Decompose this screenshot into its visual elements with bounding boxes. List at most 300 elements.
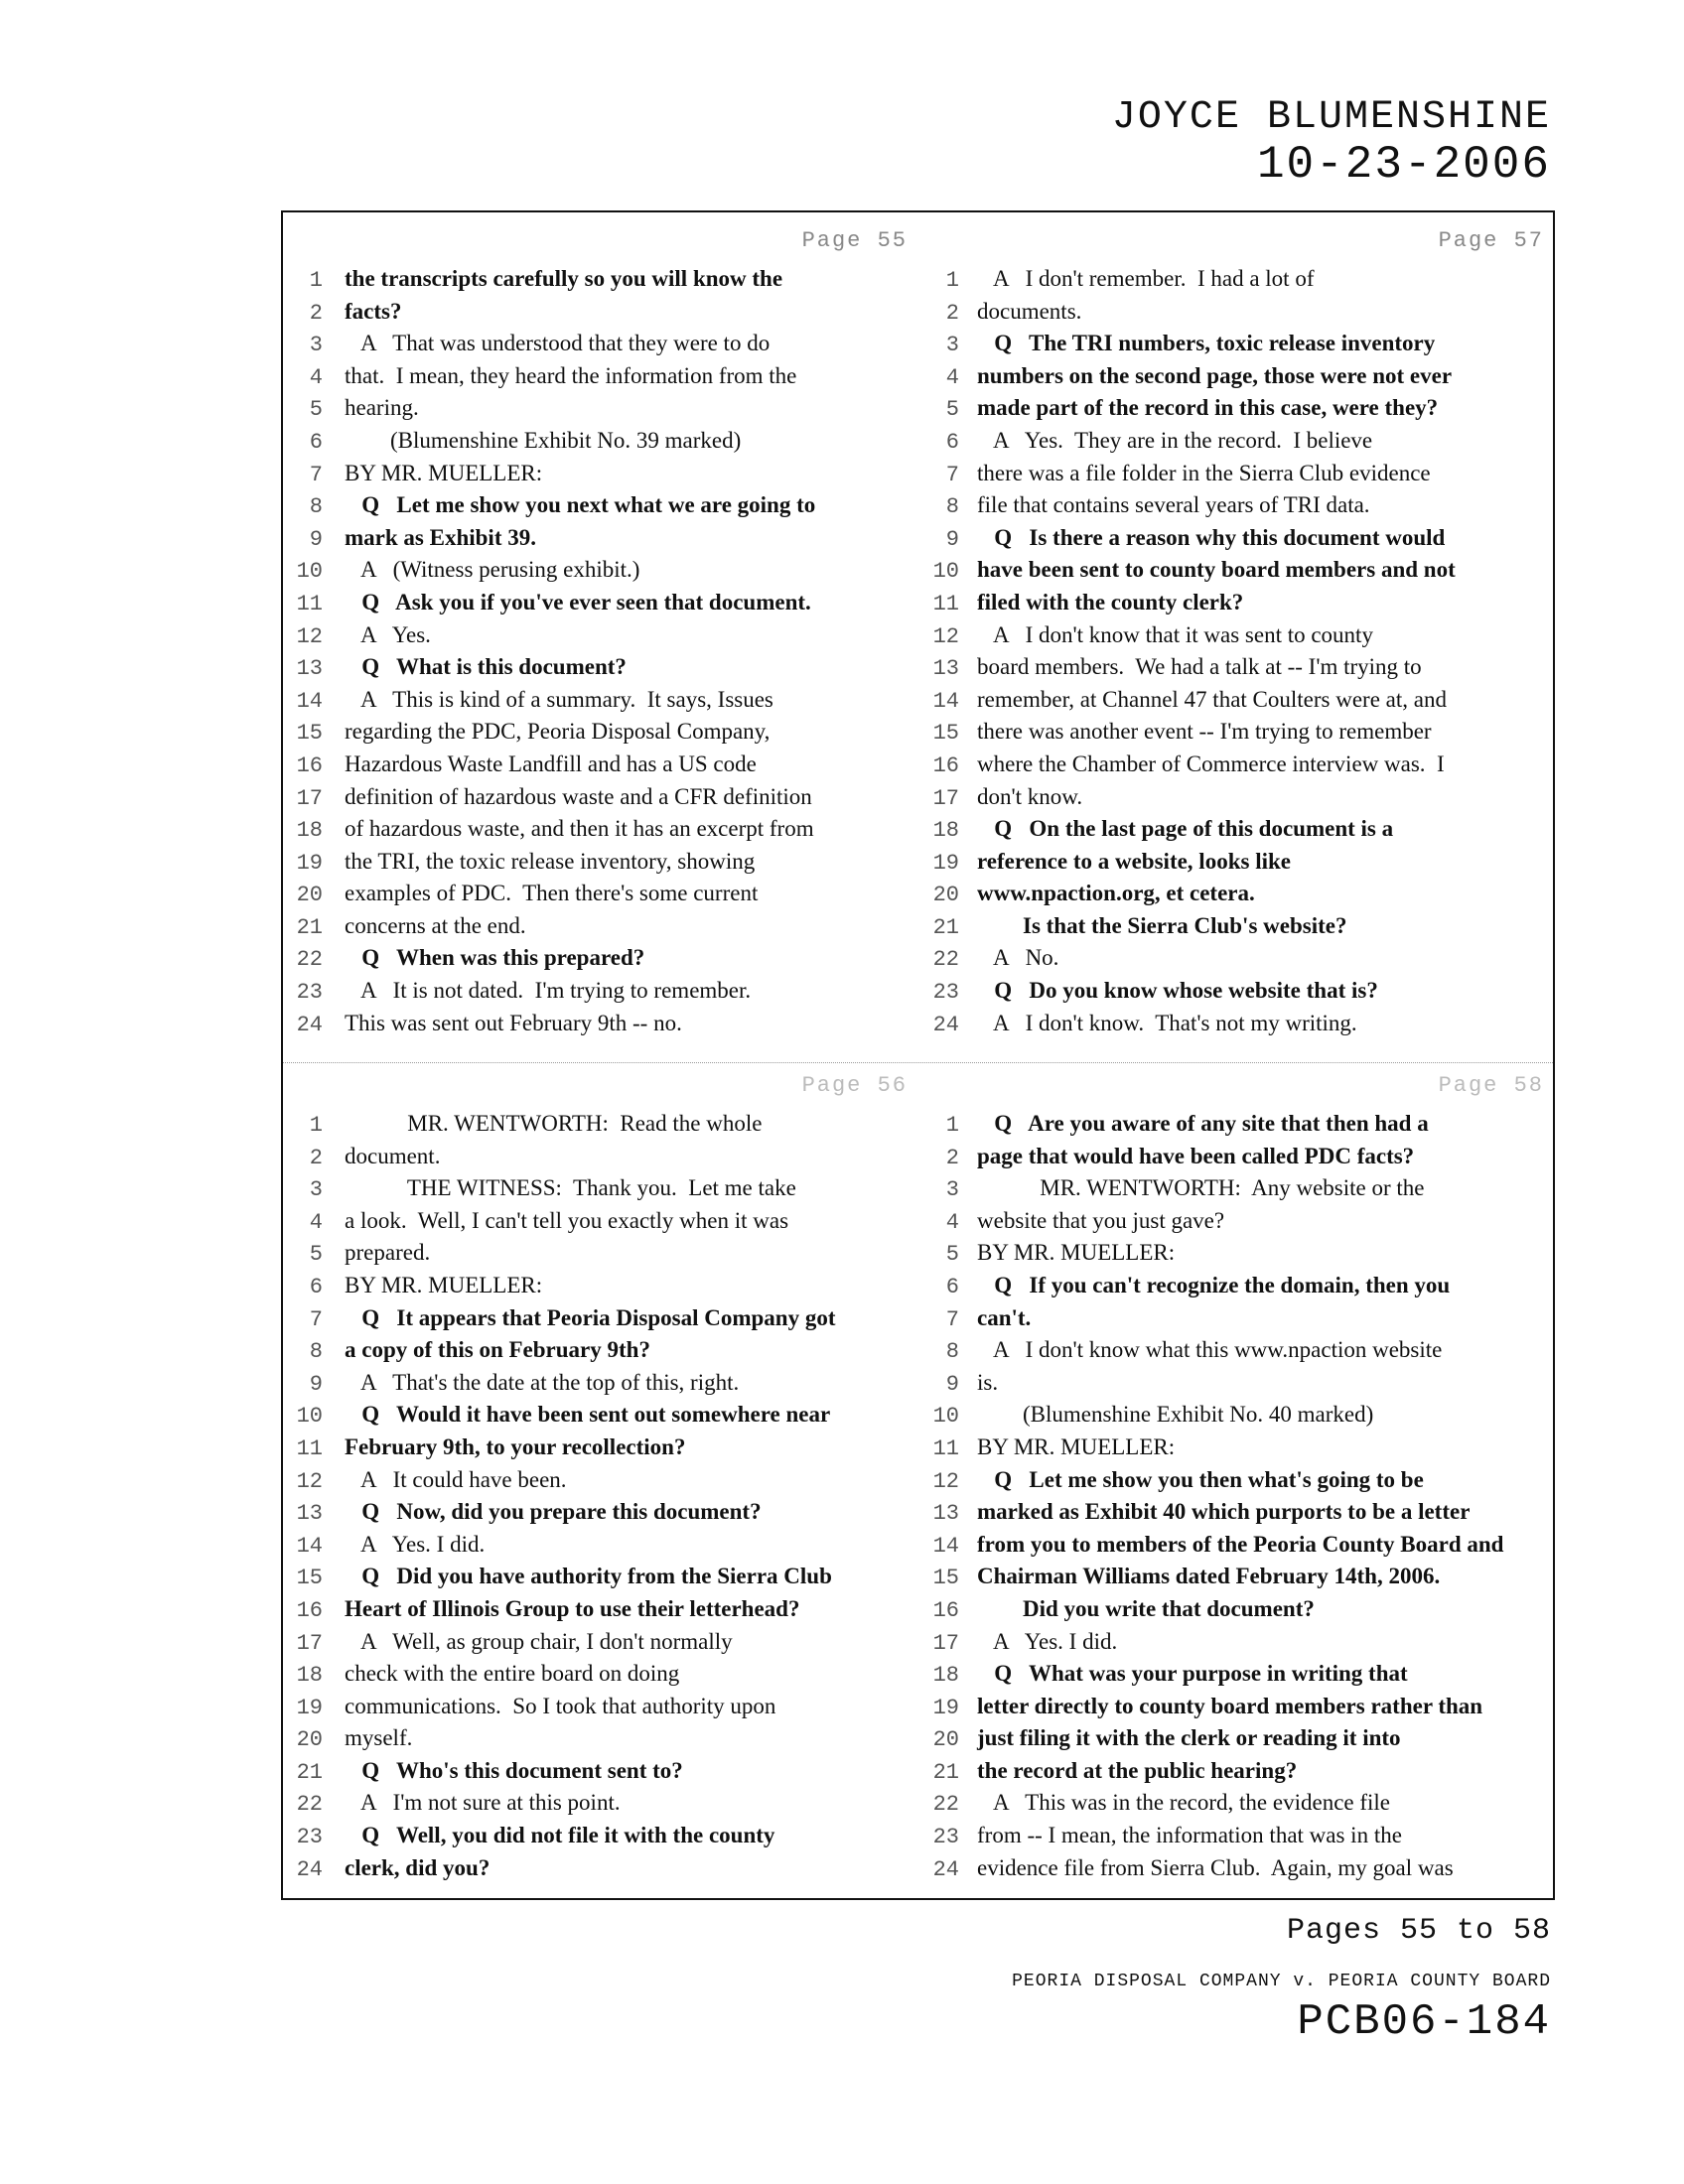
line-number: 23 (932, 1825, 959, 1850)
line-text: A Yes. They are in the record. I believe (977, 427, 1373, 453)
line-number: 4 (309, 364, 323, 390)
line-text: A No. (977, 945, 1059, 971)
line-number: 20 (296, 883, 323, 908)
line-number: 14 (932, 688, 959, 714)
line-number: 19 (932, 850, 959, 876)
docket-number: PCB06-184 (1297, 1997, 1551, 2047)
line-text: (Blumenshine Exhibit No. 39 marked) (345, 427, 742, 453)
line-text: prepared. (345, 1240, 431, 1266)
transcript-line (283, 976, 919, 1009)
line-number: 9 (309, 1371, 323, 1397)
line-text: BY MR. MUELLER: (977, 1433, 1176, 1459)
transcript-line (283, 588, 919, 620)
line-number: 6 (309, 1274, 323, 1299)
line-number: 1 (309, 1113, 323, 1138)
line-text: Hazardous Waste Landfill and has a US code (345, 751, 757, 776)
line-text: from you to members of the Peoria County Board and (977, 1531, 1504, 1557)
transcript-line (283, 1821, 919, 1853)
line-text: numbers on the second page, those were not ever (977, 362, 1453, 388)
line-text: the record at the public hearing? (977, 1757, 1298, 1783)
transcript-line (283, 1788, 919, 1821)
transcript-line (919, 1756, 1556, 1789)
line-number: 11 (296, 1435, 323, 1461)
line-number: 1 (945, 1113, 959, 1138)
line-text: Q When was this prepared? (345, 945, 645, 971)
line-text: A This was in the record, the evidence file (977, 1790, 1391, 1816)
line-text: A It is not dated. I'm trying to remember. (345, 978, 752, 1004)
line-text: Q What is this document? (345, 654, 627, 680)
line-number: 18 (296, 818, 323, 844)
line-number: 2 (945, 300, 959, 326)
line-text: a copy of this on February 9th? (345, 1337, 650, 1363)
line-number: 23 (932, 980, 959, 1006)
line-text: A Yes. (345, 621, 431, 647)
line-text: that. I mean, they heard the information from the (345, 362, 797, 388)
line-text: definition of hazardous waste and a CFR definition (345, 783, 812, 809)
line-text: Chairman Williams dated February 14th, 2006. (977, 1564, 1441, 1589)
transcript-line (919, 620, 1556, 653)
transcript-line (283, 1756, 919, 1789)
transcript-line (919, 750, 1556, 782)
line-number: 7 (945, 1306, 959, 1332)
line-number: 13 (296, 1501, 323, 1527)
line-text: myself. (345, 1725, 413, 1751)
transcript-line (283, 1853, 919, 1886)
line-text: Q Let me show you next what we are going to (345, 492, 816, 518)
line-text: concerns at the end. (345, 912, 526, 938)
transcript-line (283, 750, 919, 782)
line-text: page that would have been called PDC facts? (977, 1143, 1415, 1168)
line-number: 5 (309, 1242, 323, 1268)
transcript-line (283, 911, 919, 944)
line-number: 24 (296, 1856, 323, 1882)
line-number: 11 (932, 591, 959, 616)
line-text: the transcripts carefully so you will know the (345, 266, 783, 291)
line-number: 3 (945, 1177, 959, 1203)
line-text: of hazardous waste, and then it has an excerpt from (345, 816, 814, 842)
transcript-line (919, 1853, 1556, 1886)
line-text: This was sent out February 9th -- no. (345, 1010, 682, 1035)
transcript-line (283, 1530, 919, 1563)
line-number: 21 (932, 1759, 959, 1785)
line-number: 18 (932, 1663, 959, 1689)
transcript-line (919, 879, 1556, 911)
line-number: 23 (296, 980, 323, 1006)
line-number: 13 (932, 1501, 959, 1527)
transcript-line (919, 1368, 1556, 1401)
transcript-line (283, 1465, 919, 1498)
line-text: MR. WENTWORTH: Any website or the (977, 1175, 1425, 1201)
transcript-line (283, 879, 919, 911)
transcript-line (283, 1238, 919, 1271)
line-number: 4 (945, 364, 959, 390)
line-text: file that contains several years of TRI data. (977, 492, 1370, 518)
line-text: is. (977, 1369, 999, 1395)
line-number: 16 (932, 752, 959, 778)
line-number: 6 (945, 1274, 959, 1299)
line-text: BY MR. MUELLER: (345, 460, 543, 485)
transcript-line (283, 555, 919, 588)
transcript-line (919, 782, 1556, 815)
line-text: www.npaction.org, et cetera. (977, 881, 1255, 906)
transcript-line (283, 685, 919, 718)
transcript-line (919, 426, 1556, 459)
line-number: 23 (296, 1825, 323, 1850)
line-number: 5 (309, 397, 323, 423)
line-text: facts? (345, 298, 402, 324)
line-number: 3 (309, 1177, 323, 1203)
transcript-line (919, 459, 1556, 491)
transcript-line (283, 361, 919, 394)
transcript-line (919, 1009, 1556, 1041)
transcript-line (283, 814, 919, 847)
transcript-line (283, 426, 919, 459)
transcript-line (283, 1009, 919, 1041)
line-text: there was a file folder in the Sierra Club evidence (977, 460, 1431, 485)
line-number: 5 (945, 397, 959, 423)
transcript-line (919, 1821, 1556, 1853)
line-number: 9 (945, 526, 959, 552)
line-number: 2 (945, 1145, 959, 1170)
transcript-line (919, 911, 1556, 944)
line-text: check with the entire board on doing (345, 1661, 680, 1687)
line-number: 12 (296, 623, 323, 649)
transcript-line (283, 490, 919, 523)
transcript-line (283, 1271, 919, 1303)
transcript-line (283, 1368, 919, 1401)
transcript-line (919, 1433, 1556, 1465)
page-lines (283, 264, 919, 1040)
line-text: filed with the county clerk? (977, 589, 1244, 614)
transcript-line (919, 555, 1556, 588)
line-text: Q Is there a reason why this document would (977, 524, 1446, 550)
line-text: Q Ask you if you've ever seen that document. (345, 589, 811, 614)
line-text: communications. So I took that authority upon (345, 1693, 776, 1718)
line-number: 7 (945, 462, 959, 487)
line-number: 10 (296, 559, 323, 585)
line-number: 18 (932, 818, 959, 844)
transcript-line (283, 297, 919, 330)
line-number: 8 (945, 494, 959, 520)
line-text: hearing. (345, 395, 419, 421)
line-text: examples of PDC. Then there's some current (345, 881, 759, 906)
transcript-line (283, 1692, 919, 1724)
line-text: marked as Exhibit 40 which purports to be a letter (977, 1499, 1471, 1525)
line-number: 13 (296, 656, 323, 682)
transcript-line (283, 1400, 919, 1433)
transcript-line (919, 329, 1556, 361)
line-number: 8 (309, 1339, 323, 1365)
line-number: 9 (309, 526, 323, 552)
transcript-page-56 (283, 1057, 919, 1902)
transcript-line (919, 1692, 1556, 1724)
transcript-line (283, 620, 919, 653)
line-number: 24 (932, 1012, 959, 1037)
transcript-line (283, 1723, 919, 1756)
line-number: 14 (296, 688, 323, 714)
line-text: board members. We had a talk at -- I'm trying to (977, 654, 1422, 680)
transcript-line (283, 1142, 919, 1174)
line-number: 9 (945, 1371, 959, 1397)
line-text: Q Let me show you then what's going to be (977, 1466, 1424, 1492)
line-number: 12 (932, 1468, 959, 1494)
line-text: from -- I mean, the information that was in the (977, 1823, 1402, 1848)
transcript-line (283, 1109, 919, 1142)
transcript-line (283, 652, 919, 685)
transcript-line (919, 1400, 1556, 1433)
transcript-line (283, 1173, 919, 1206)
line-number: 20 (296, 1727, 323, 1753)
transcript-line (919, 1627, 1556, 1660)
transcript-line (283, 459, 919, 491)
line-number: 19 (932, 1695, 959, 1720)
line-text: Q What was your purpose in writing that (977, 1661, 1408, 1687)
line-number: 17 (296, 1630, 323, 1656)
line-number: 15 (296, 721, 323, 747)
line-text: Q It appears that Peoria Disposal Company got (345, 1304, 836, 1330)
line-text: don't know. (977, 783, 1083, 809)
line-text: A Well, as group chair, I don't normally (345, 1628, 733, 1654)
line-text: A That was understood that they were to do (345, 331, 771, 356)
line-text: A This is kind of a summary. It says, Issues (345, 686, 773, 712)
line-number: 11 (296, 591, 323, 616)
line-text: Q If you can't recognize the domain, then you (977, 1272, 1451, 1297)
line-number: 17 (932, 1630, 959, 1656)
transcript-line (283, 523, 919, 556)
line-number: 15 (932, 721, 959, 747)
line-text: letter directly to county board members rather than (977, 1693, 1483, 1718)
page-range: Pages 55 to 58 (1286, 1914, 1551, 1948)
transcript-line (919, 588, 1556, 620)
case-title: PEORIA DISPOSAL COMPANY v. PEORIA COUNTY BOARD (1012, 1972, 1551, 1991)
transcript-line (919, 523, 1556, 556)
transcript-line (919, 1723, 1556, 1756)
line-text: remember, at Channel 47 that Coulters were at, and (977, 686, 1447, 712)
line-number: 22 (296, 1792, 323, 1818)
line-text: A I don't know what this www.npaction website (977, 1337, 1443, 1363)
line-number: 15 (932, 1566, 959, 1591)
line-text: A Yes. I did. (977, 1628, 1118, 1654)
line-number: 7 (309, 1306, 323, 1332)
line-text: A I don't remember. I had a lot of (977, 266, 1315, 291)
line-number: 17 (932, 785, 959, 811)
transcript-line (919, 393, 1556, 426)
line-text: clerk, did you? (345, 1854, 491, 1880)
line-number: 6 (945, 429, 959, 455)
line-text: A I don't know. That's not my writing. (977, 1010, 1357, 1035)
line-number: 3 (945, 333, 959, 358)
transcript-line (919, 814, 1556, 847)
line-text: Q The TRI numbers, toxic release inventory (977, 331, 1436, 356)
transcript-line (283, 1594, 919, 1627)
line-text: MR. WENTWORTH: Read the whole (345, 1111, 763, 1136)
transcript-line (919, 1109, 1556, 1142)
line-number: 19 (296, 850, 323, 876)
line-number: 7 (309, 462, 323, 487)
page-lines (919, 264, 1556, 1040)
page-label: Page 57 (1438, 228, 1544, 253)
line-number: 21 (296, 914, 323, 940)
line-text: just filing it with the clerk or reading it into (977, 1725, 1401, 1751)
transcript-line (919, 1206, 1556, 1239)
line-number: 16 (296, 1597, 323, 1623)
transcript-line (919, 1303, 1556, 1336)
transcript-page-58 (919, 1057, 1556, 1902)
transcript-line (283, 943, 919, 976)
line-number: 16 (932, 1597, 959, 1623)
line-text: Q On the last page of this document is a (977, 816, 1394, 842)
transcript-line (919, 685, 1556, 718)
line-text: Q Now, did you prepare this document? (345, 1499, 762, 1525)
transcript-line (283, 329, 919, 361)
line-text: Did you write that document? (977, 1595, 1315, 1621)
line-text: can't. (977, 1304, 1032, 1330)
line-number: 18 (296, 1663, 323, 1689)
line-number: 22 (932, 947, 959, 973)
page-label: Page 55 (801, 228, 908, 253)
transcript-line (919, 652, 1556, 685)
transcript-line (919, 490, 1556, 523)
line-number: 8 (309, 494, 323, 520)
line-text: Q Well, you did not file it with the county (345, 1823, 775, 1848)
transcript-line (283, 1627, 919, 1660)
line-number: 14 (296, 1533, 323, 1559)
transcript-line (919, 943, 1556, 976)
line-text: a look. Well, I can't tell you exactly when it was (345, 1207, 789, 1233)
transcript-line (919, 1497, 1556, 1530)
transcript-box (281, 210, 1555, 1900)
line-text: evidence file from Sierra Club. Again, my goal was (977, 1854, 1454, 1880)
line-text: Q Are you aware of any site that then had a (977, 1111, 1429, 1136)
transcript-line (283, 1497, 919, 1530)
line-text: reference to a website, looks like (977, 848, 1291, 874)
line-number: 24 (932, 1856, 959, 1882)
transcript-line (919, 1530, 1556, 1563)
page-lines (283, 1109, 919, 1885)
line-number: 4 (309, 1209, 323, 1235)
transcript-line (919, 976, 1556, 1009)
line-text: A Yes. I did. (345, 1531, 486, 1557)
page-label: Page 58 (1438, 1073, 1544, 1098)
line-text: have been sent to county board members and not (977, 557, 1456, 583)
line-text: BY MR. MUELLER: (977, 1240, 1176, 1266)
line-number: 17 (296, 785, 323, 811)
transcript-page-55 (283, 212, 919, 1057)
deposition-date: 10-23-2006 (1256, 139, 1551, 191)
line-number: 21 (932, 914, 959, 940)
line-number: 10 (932, 1404, 959, 1430)
transcript-line (283, 847, 919, 880)
line-text: there was another event -- I'm trying to remember (977, 719, 1432, 745)
line-text: A It could have been. (345, 1466, 567, 1492)
line-number: 4 (945, 1209, 959, 1235)
line-number: 21 (296, 1759, 323, 1785)
line-text: made part of the record in this case, were they? (977, 395, 1439, 421)
line-text: Is that the Sierra Club's website? (977, 912, 1347, 938)
line-text: the TRI, the toxic release inventory, showing (345, 848, 756, 874)
line-number: 11 (932, 1435, 959, 1461)
page-label: Page 56 (801, 1073, 908, 1098)
line-text: Q Who's this document sent to? (345, 1757, 683, 1783)
line-number: 8 (945, 1339, 959, 1365)
line-number: 1 (309, 268, 323, 293)
transcript-line (919, 297, 1556, 330)
transcript-line (919, 717, 1556, 750)
transcript-line (283, 264, 919, 297)
line-number: 10 (932, 559, 959, 585)
transcript-line (283, 1433, 919, 1465)
line-number: 12 (932, 623, 959, 649)
transcript-line (919, 847, 1556, 880)
transcript-line (919, 361, 1556, 394)
line-text: BY MR. MUELLER: (345, 1272, 543, 1297)
line-text: where the Chamber of Commerce interview was. I (977, 751, 1445, 776)
line-text: (Blumenshine Exhibit No. 40 marked) (977, 1402, 1374, 1428)
line-number: 2 (309, 1145, 323, 1170)
transcript-line (919, 1562, 1556, 1594)
line-number: 12 (296, 1468, 323, 1494)
line-number: 5 (945, 1242, 959, 1268)
line-text: THE WITNESS: Thank you. Let me take (345, 1175, 796, 1201)
transcript-line (919, 1173, 1556, 1206)
line-number: 3 (309, 333, 323, 358)
line-number: 1 (945, 268, 959, 293)
line-number: 15 (296, 1566, 323, 1591)
line-number: 16 (296, 752, 323, 778)
transcript-line (919, 1142, 1556, 1174)
line-text: Q Did you have authority from the Sierra Club (345, 1564, 832, 1589)
line-text: documents. (977, 298, 1082, 324)
transcript-line (283, 717, 919, 750)
transcript-line (919, 1659, 1556, 1692)
line-number: 20 (932, 1727, 959, 1753)
line-text: regarding the PDC, Peoria Disposal Company, (345, 719, 771, 745)
deponent-name: JOYCE BLUMENSHINE (1111, 95, 1551, 140)
transcript-line (283, 1206, 919, 1239)
line-text: A (Witness perusing exhibit.) (345, 557, 640, 583)
transcript-line (283, 1303, 919, 1336)
line-text: Q Do you know whose website that is? (977, 978, 1378, 1004)
line-number: 22 (296, 947, 323, 973)
line-number: 13 (932, 656, 959, 682)
line-text: mark as Exhibit 39. (345, 524, 536, 550)
transcript-line (919, 1788, 1556, 1821)
transcript-line (919, 1594, 1556, 1627)
page-lines (919, 1109, 1556, 1885)
line-text: February 9th, to your recollection? (345, 1433, 686, 1459)
line-text: Heart of Illinois Group to use their letterhead? (345, 1595, 800, 1621)
line-number: 22 (932, 1792, 959, 1818)
transcript-line (919, 1335, 1556, 1368)
transcript-line (919, 264, 1556, 297)
transcript-page-57 (919, 212, 1556, 1057)
transcript-line (283, 1335, 919, 1368)
line-text: Q Would it have been sent out somewhere near (345, 1402, 831, 1428)
transcript-line (283, 782, 919, 815)
line-text: A I'm not sure at this point. (345, 1790, 621, 1816)
transcript-line (283, 393, 919, 426)
transcript-line (919, 1271, 1556, 1303)
line-number: 14 (932, 1533, 959, 1559)
line-number: 24 (296, 1012, 323, 1037)
transcript-line (919, 1238, 1556, 1271)
line-text: A That's the date at the top of this, right. (345, 1369, 740, 1395)
line-number: 10 (296, 1404, 323, 1430)
line-number: 19 (296, 1695, 323, 1720)
line-number: 6 (309, 429, 323, 455)
line-text: website that you just gave? (977, 1207, 1225, 1233)
line-number: 20 (932, 883, 959, 908)
